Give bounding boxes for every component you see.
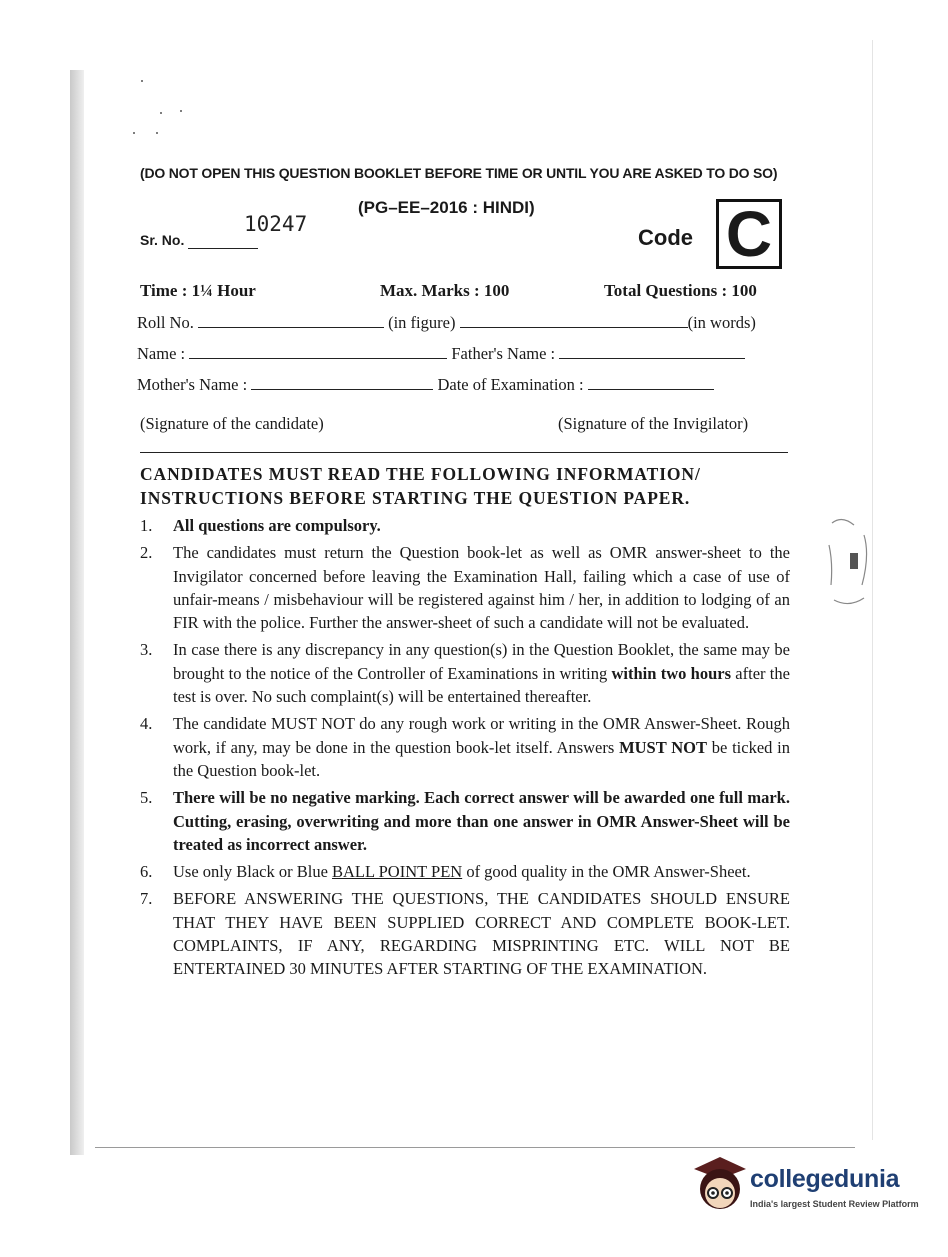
total-questions-info: Total Questions : 100	[604, 281, 757, 300]
roll-no-words-field[interactable]	[460, 315, 688, 328]
sr-no-underline	[188, 248, 258, 249]
instruction-text: The candidate MUST NOT do any rough work or writing in the OMR Answer-Sheet. Rough work, if any, may be done in the question book-let itself. Answers	[173, 714, 790, 757]
candidate-signature-label: (Signature of the candidate)	[140, 414, 324, 433]
in-words-label: (in words)	[687, 313, 756, 332]
code-value: C	[725, 198, 773, 270]
instruction-item	[140, 887, 790, 980]
instruction-text: Use only Black or Blue	[173, 862, 333, 882]
instruction-number: 6.	[140, 862, 153, 882]
roll-no-label: Roll No.	[137, 313, 194, 332]
paper-code: (PG–EE–2016 : HINDI)	[358, 198, 535, 217]
invigilator-signature-label: (Signature of the Invigilator)	[558, 414, 749, 433]
instruction-number: 7.	[140, 889, 153, 909]
instruction-emphasis: MUST NOT	[619, 737, 707, 757]
in-figure-label: (in figure)	[388, 313, 456, 332]
instruction-text: In case there is any discrepancy in any question(s) in the Question Booklet, the same may be brought to the notice of the Controller of Examinations in writing	[173, 640, 790, 683]
instruction-text: after the test is over. No such complaint(s) will be entertained thereafter.	[173, 663, 790, 707]
name-label: Name :	[137, 344, 186, 363]
instruction-text: The candidates must return the Question book-let as well as OMR answer-sheet to the Invigilator concerned before leaving the Examination Hall, failing which a case of use of unfair-means / misbehaviour will be registered against him / her, in addition to lodging of an FIR with the police. Further the answer-sheet of such a candidate will not be evaluated.	[173, 543, 790, 633]
instruction-item	[140, 786, 790, 856]
instruction-text: There will be no negative marking. Each correct answer will be awarded one full mark. Cutting, erasing, overwriting and more than one answer in OMR Answer-Sheet will be treated as incorrect answer.	[173, 788, 790, 854]
instruction-text: be ticked in the Question book-let.	[173, 737, 790, 780]
code-label: Code	[638, 225, 693, 250]
roll-no-figure-field[interactable]	[198, 315, 384, 328]
fathers-name-label: Father's Name :	[451, 344, 556, 363]
instruction-item	[140, 638, 790, 708]
sr-no-label: Sr. No.	[140, 232, 185, 248]
brand-name: collegedunia	[750, 1165, 900, 1193]
brand-tagline: India's largest Student Review Platform	[750, 1199, 919, 1209]
instructions-heading: CANDIDATES MUST READ THE FOLLOWING INFORMATION/ INSTRUCTIONS BEFORE STARTING THE QUESTION PAPER.	[140, 464, 701, 508]
instruction-item	[140, 860, 790, 883]
exam-date-field[interactable]	[588, 377, 714, 390]
section-divider	[140, 452, 788, 453]
fathers-name-field[interactable]	[559, 346, 745, 359]
instruction-number: 5.	[140, 788, 153, 808]
roll-no-row	[137, 313, 756, 333]
instruction-emphasis: within two hours	[611, 663, 732, 683]
do-not-open-warning: (DO NOT OPEN THIS QUESTION BOOKLET BEFORE TIME OR UNTIL YOU ARE ASKED TO DO SO)	[140, 165, 778, 181]
instruction-text: of good quality in the OMR Answer-Sheet.	[462, 862, 751, 882]
max-marks-info: Max. Marks : 100	[380, 281, 510, 300]
instruction-number: 2.	[140, 543, 153, 563]
name-row	[137, 344, 745, 364]
stamp-mark	[824, 515, 874, 615]
exam-date-label: Date of Examination :	[437, 375, 584, 394]
instruction-item	[140, 541, 790, 634]
instruction-item	[140, 514, 790, 537]
sr-no-value: 10247	[244, 212, 308, 236]
mothers-name-label: Mother's Name :	[137, 375, 248, 394]
instructions-list	[140, 514, 790, 985]
name-field[interactable]	[189, 346, 447, 359]
time-info: Time : 1¼ Hour	[140, 281, 256, 300]
instruction-text: All questions are compulsory.	[173, 516, 381, 535]
instruction-number: 4.	[140, 714, 153, 734]
mothers-name-field[interactable]	[251, 377, 433, 390]
mothers-name-row	[137, 375, 714, 395]
instruction-text: BEFORE ANSWERING THE QUESTIONS, THE CANDIDATES SHOULD ENSURE THAT THEY HAVE BEEN SUPPLIED CORRECT AND COMPLETE BOOK-LET. COMPLAINTS, IF ANY, REGARDING MISPRINTING ETC. WILL NOT BE ENTERTAINED 30 MINUTES AFTER STARTING OF THE EXAMINATION.	[173, 889, 790, 979]
instruction-number: 3.	[140, 640, 153, 660]
code-box	[716, 199, 782, 269]
instruction-item	[140, 712, 790, 782]
scan-margin-shadow	[70, 70, 84, 1155]
instruction-number: 1.	[140, 516, 153, 535]
instruction-emphasis: BALL POINT PEN	[332, 862, 463, 882]
page-bottom-line	[95, 1147, 855, 1148]
